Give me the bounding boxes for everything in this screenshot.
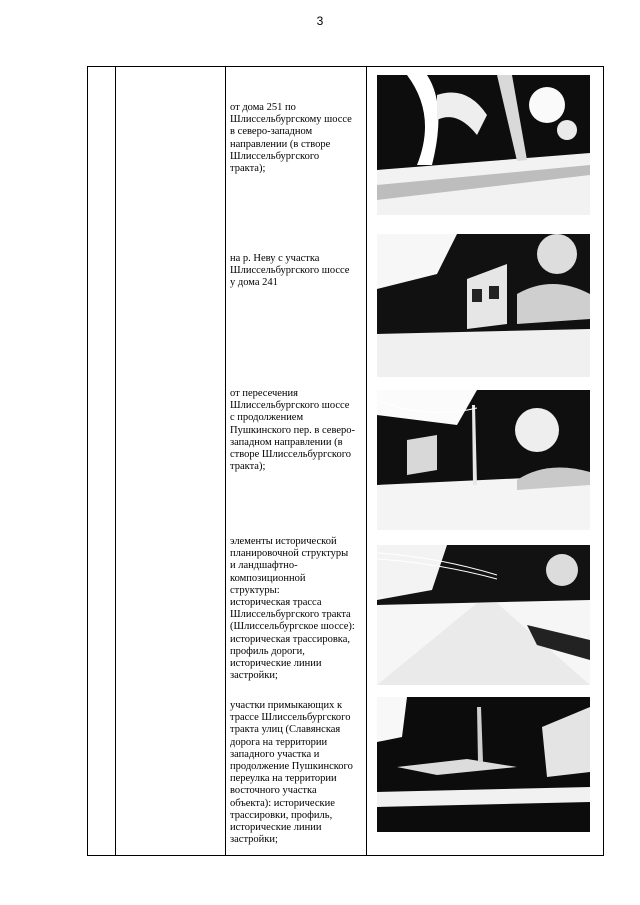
column-divider bbox=[115, 66, 116, 856]
photo-side-street bbox=[377, 697, 590, 832]
column-divider bbox=[225, 66, 226, 856]
row-description: на р. Неву с участка Шлиссельбургского шоссе у дома 241 bbox=[230, 253, 350, 289]
photo-street-trees bbox=[377, 75, 590, 215]
photo-highway-road bbox=[377, 545, 590, 685]
row-description: от дома 251 по Шлиссельбургскому шоссе в северо-западном направлении (в створе Шлиссельбургского тракта); bbox=[230, 102, 352, 175]
row-description: элементы исторической планировочной структуры и ландшафтно- композиционной структуры: историческая трасса Шлиссельбургского тракта (Шлиссельбургское шоссе): историческая трассировка, профиль дороги, исторические линии застройки; bbox=[230, 536, 355, 682]
page-number: 3 bbox=[316, 14, 324, 28]
column-divider bbox=[366, 66, 367, 856]
row-description: участки примыкающих к трассе Шлиссельбургского тракта улиц (Славянская дорога на территории западного участка и продолжение Пушкинского переулка на территории восточного участка объекта): исторические трассировки, профиль, исторические линии застройки; bbox=[230, 700, 353, 846]
row-description: от пересечения Шлиссельбургского шоссе с продолжением Пушкинского пер. в северо- западном направлении (в створе Шлиссельбургского тракта); bbox=[230, 388, 356, 473]
photo-street-intersection bbox=[377, 390, 590, 530]
photo-street-house bbox=[377, 234, 590, 377]
